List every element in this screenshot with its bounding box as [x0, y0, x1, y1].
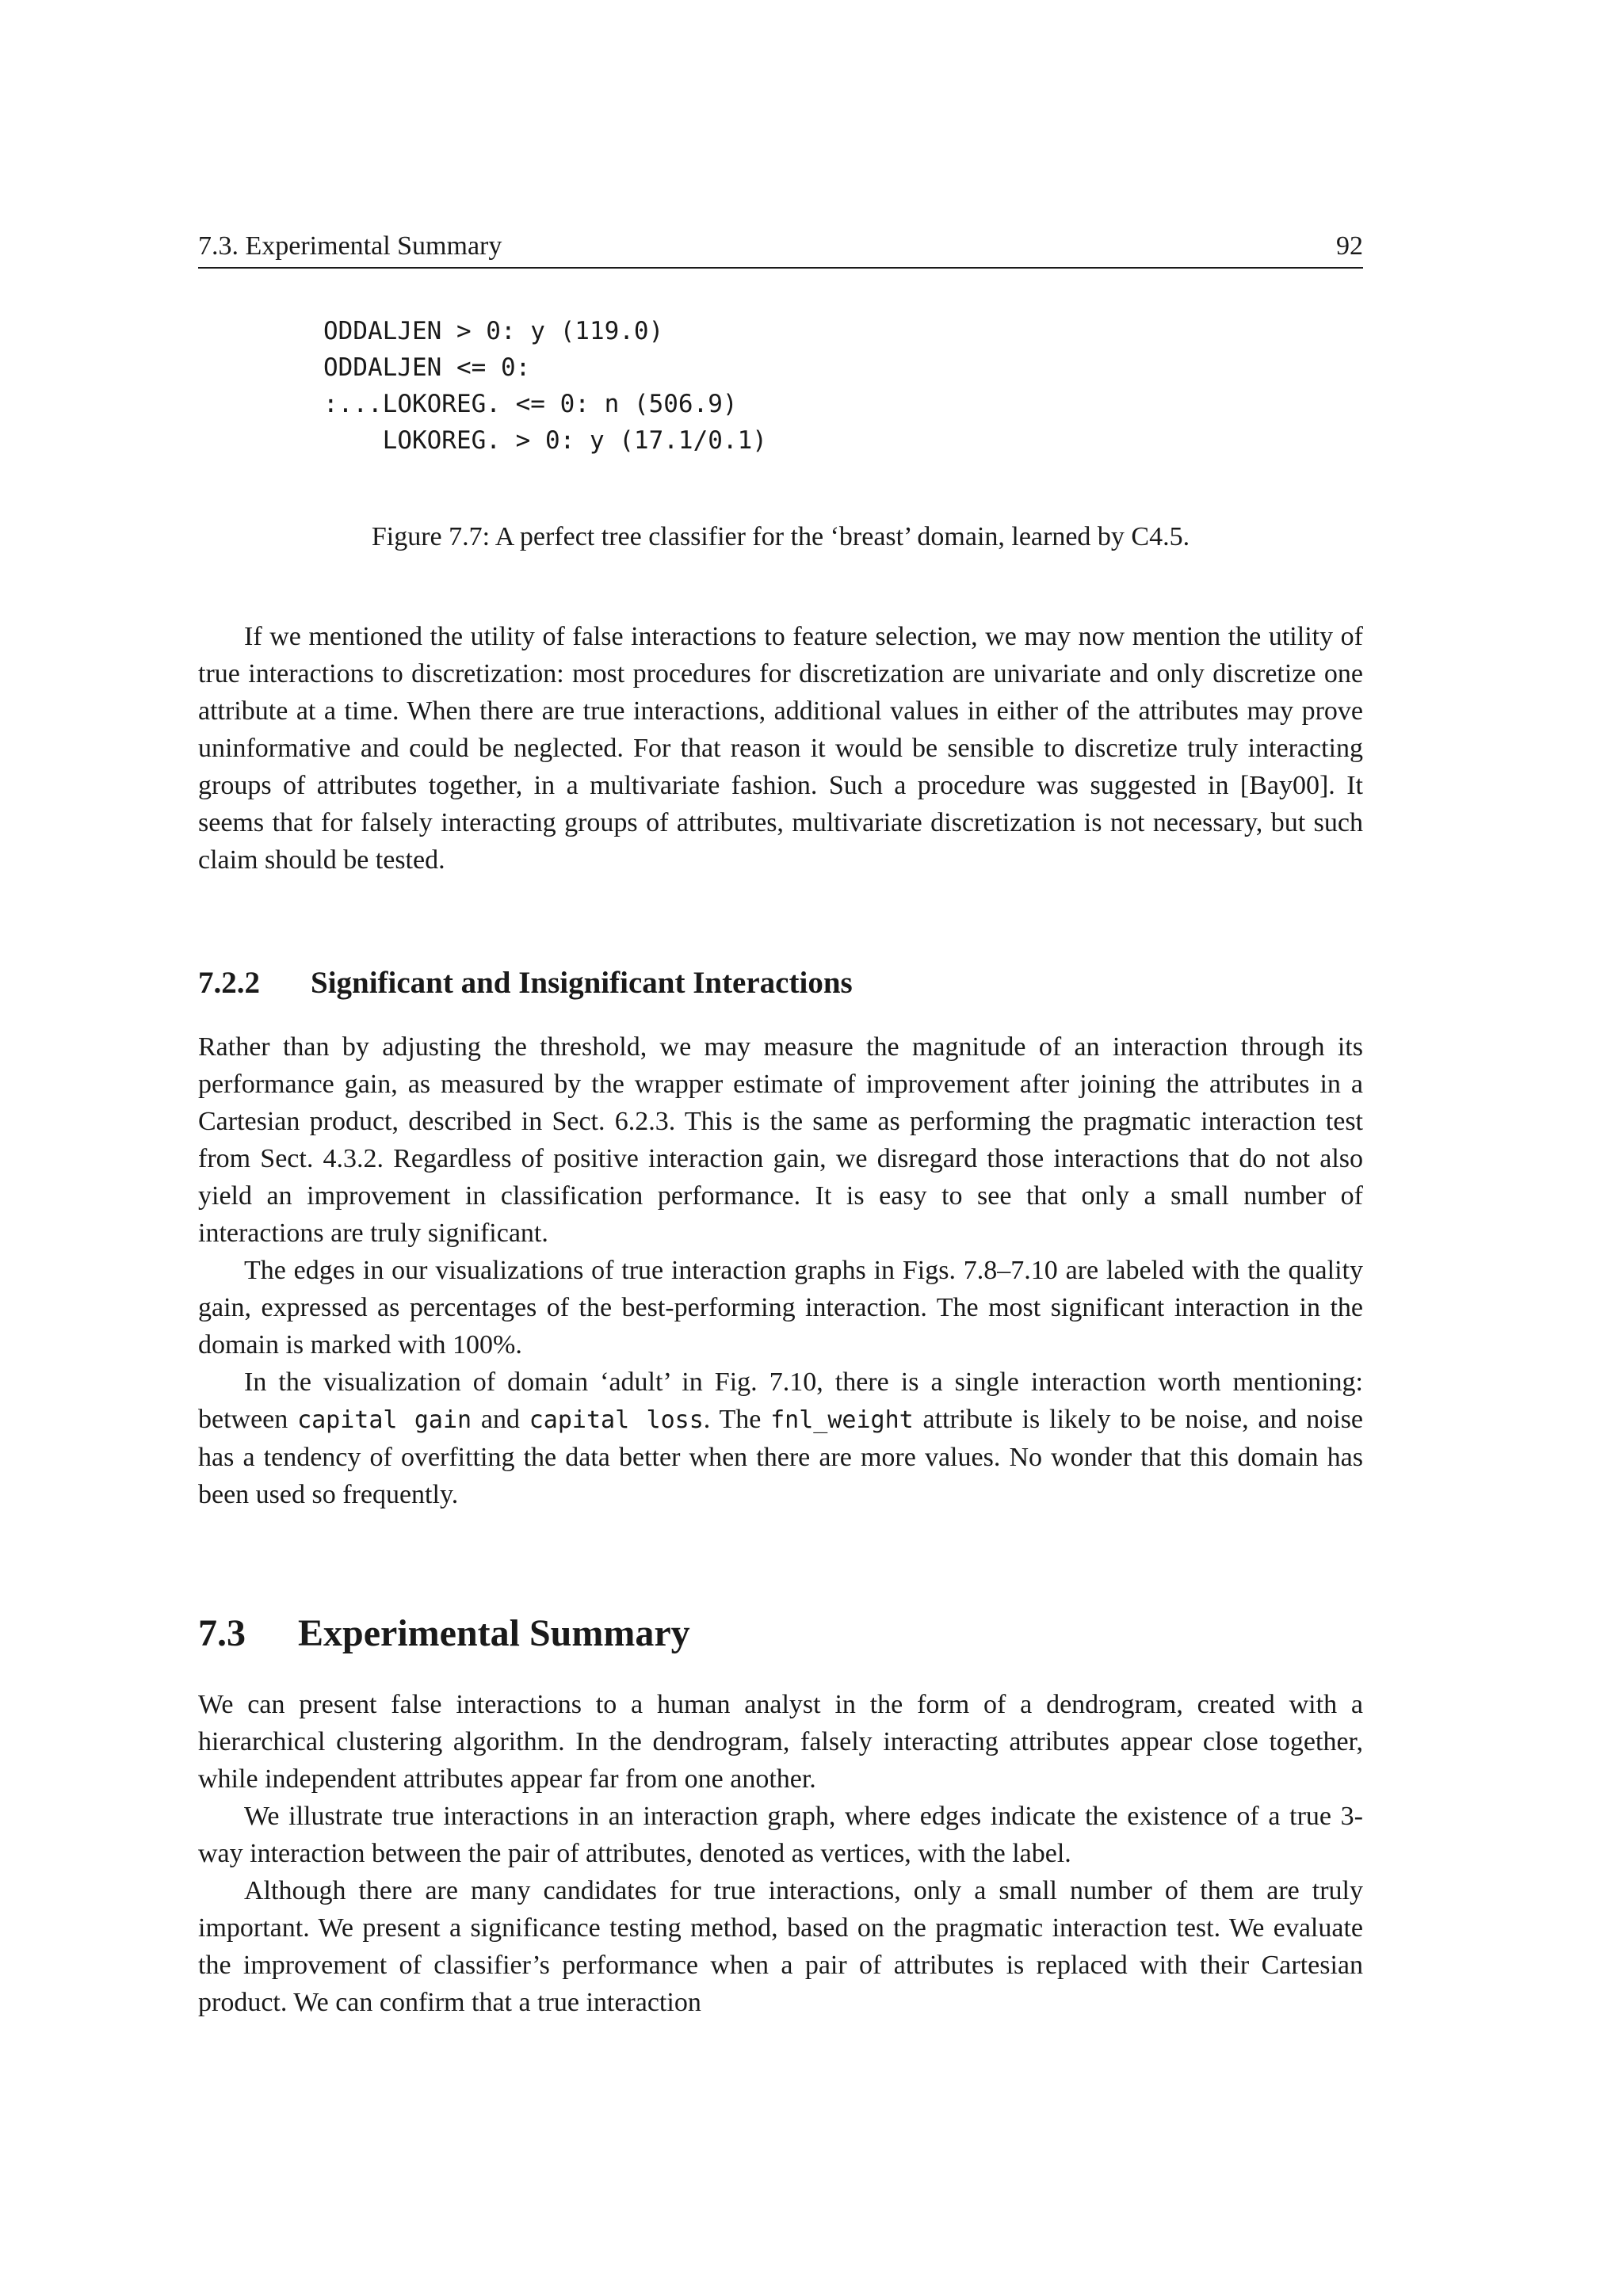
running-header-title: 7.3. Experimental Summary	[198, 231, 502, 261]
tree-line: LOKOREG. > 0: y (17.1/0.1)	[323, 426, 767, 455]
paragraph: We illustrate true interactions in an interaction graph, where edges indicate the existence of a true 3-way interaction between the pair of attributes, denoted as vertices, with the label.	[198, 1802, 1363, 1868]
subsection-heading	[198, 963, 853, 1004]
decision-tree-listing	[323, 313, 767, 459]
subsection-title: Significant and Insignificant Interactions	[311, 966, 853, 1000]
paragraph: If we mentioned the utility of false interactions to feature selection, we may now mention the utility of true interactions to discretization: most procedures for discretization are univariate and only discretize one attribute at a time. When there are true interactions, additional values in either of the attributes may prove uninformative and could be neglected. For that reason it would be sensible to discretize truly interacting groups of attributes together, in a multivariate fashion. Such a procedure was suggested in [Bay00]. It seems that for falsely interacting groups of attributes, multivariate discretization is not necessary, but such claim should be tested.	[198, 622, 1363, 875]
text-run: . The	[703, 1405, 771, 1434]
document-page	[198, 0, 1363, 2296]
subsection-number: 7.2.2	[198, 966, 260, 1000]
intro-text	[198, 618, 1363, 879]
page-number: 92	[1336, 231, 1363, 261]
code-fnl-weight: fnl_weight	[770, 1406, 914, 1434]
text-run: attribute is likely to be noise, and noise has a tendency of overfitting the data better when there are more values. No wonder that this domain has been used so frequently.	[198, 1405, 1364, 1509]
paragraph: We can present false interactions to a human analyst in the form of a dendrogram, created with a hierarchical clustering algorithm. In the dendrogram, falsely interacting attributes appear close together, while independent attributes appear far from one another.	[198, 1690, 1363, 1794]
tree-line: :...LOKOREG. <= 0: n (506.9)	[323, 390, 738, 418]
section-heading	[198, 1608, 690, 1659]
section-title: Experimental Summary	[298, 1612, 690, 1654]
tree-line: ODDALJEN > 0: y (119.0)	[323, 317, 664, 345]
section-number: 7.3	[198, 1612, 246, 1654]
paragraph: Although there are many candidates for true interactions, only a small number of them are truly important. We present a significance testing method, based on the pragmatic interaction test. We evaluate the improvement of classifier’s performance when a pair of attributes is replaced with their Cartesian product. We can confirm that a true interaction	[198, 1876, 1363, 2017]
paragraph: Rather than by adjusting the threshold, we may measure the magnitude of an interaction through its performance gain, as measured by the wrapper estimate of improvement after joining the attributes in a Cartesian product, described in Sect. 6.2.3. This is the same as performing the pragmatic interaction test from Sect. 4.3.2. Regardless of positive interaction gain, we disregard those interactions that do not also yield an improvement in classification performance. It is easy to see that only a small number of interactions are truly significant.	[198, 1032, 1363, 1248]
running-header	[198, 226, 1363, 269]
paragraph: The edges in our visualizations of true interaction graphs in Figs. 7.8–7.10 are labeled with the quality gain, expressed as percentages of the best-performing interaction. The most significant interaction in the domain is marked with 100%.	[198, 1256, 1363, 1360]
section-body	[198, 1686, 1363, 2021]
text-run: and	[472, 1405, 529, 1434]
text-run: In the visualization of domain ‘adult’ in Fig. 7.10, there is a single interaction worth mentioning: between	[198, 1367, 1363, 1434]
code-capital-gain: capital gain	[297, 1406, 472, 1434]
code-capital-loss: capital loss	[529, 1406, 704, 1434]
figure-caption: Figure 7.7: A perfect tree classifier for the ‘breast’ domain, learned by C4.5.	[371, 522, 1190, 551]
tree-line: ODDALJEN <= 0:	[323, 353, 531, 382]
subsection-body	[198, 1028, 1363, 1513]
paragraph	[198, 1363, 1363, 1513]
